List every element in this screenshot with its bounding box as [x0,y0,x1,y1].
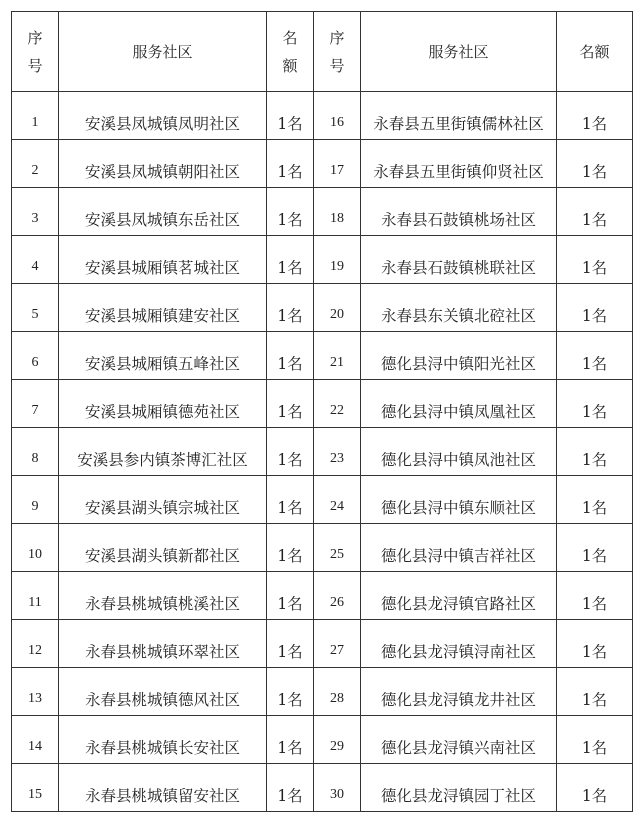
seq-cell: 30 [314,764,361,812]
community-cell: 永春县石鼓镇桃场社区 [361,188,557,236]
header-seq-left: 序 号 [12,12,59,92]
seq-cell: 18 [314,188,361,236]
quota-cell: 1名 [267,188,314,236]
community-cell: 安溪县凤城镇凤明社区 [59,92,267,140]
community-cell: 永春县桃城镇桃溪社区 [59,572,267,620]
seq-cell: 17 [314,140,361,188]
quota-cell: 1名 [267,620,314,668]
seq-cell: 29 [314,716,361,764]
quota-cell: 1名 [557,284,633,332]
community-cell: 德化县龙浔镇园丁社区 [361,764,557,812]
table-row [12,140,633,188]
table-row [12,236,633,284]
header-community-right: 服务社区 [361,12,557,92]
community-cell: 安溪县凤城镇朝阳社区 [59,140,267,188]
quota-cell: 1名 [557,620,633,668]
quota-cell: 1名 [557,92,633,140]
seq-cell: 1 [12,92,59,140]
quota-cell: 1名 [267,476,314,524]
community-cell: 永春县五里街镇仰贤社区 [361,140,557,188]
table-row [12,188,633,236]
header-row [12,12,633,92]
seq-cell: 28 [314,668,361,716]
community-cell: 德化县龙浔镇龙井社区 [361,668,557,716]
community-cell: 德化县浔中镇凤池社区 [361,428,557,476]
seq-cell: 9 [12,476,59,524]
community-cell: 德化县浔中镇阳光社区 [361,332,557,380]
quota-cell: 1名 [557,380,633,428]
community-cell: 永春县桃城镇德风社区 [59,668,267,716]
seq-cell: 3 [12,188,59,236]
seq-cell: 25 [314,524,361,572]
community-quota-table [11,11,633,812]
quota-cell: 1名 [267,140,314,188]
community-cell: 德化县浔中镇凤凰社区 [361,380,557,428]
table-row [12,332,633,380]
quota-cell: 1名 [267,572,314,620]
seq-cell: 20 [314,284,361,332]
community-cell: 安溪县湖头镇新都社区 [59,524,267,572]
seq-cell: 5 [12,284,59,332]
community-cell: 安溪县城厢镇五峰社区 [59,332,267,380]
table-row [12,476,633,524]
table-row [12,764,633,812]
seq-cell: 26 [314,572,361,620]
community-cell: 德化县龙浔镇浔南社区 [361,620,557,668]
seq-cell: 24 [314,476,361,524]
quota-cell: 1名 [557,476,633,524]
quota-cell: 1名 [557,716,633,764]
quota-cell: 1名 [267,380,314,428]
table-row [12,380,633,428]
header-quota-left: 名 额 [267,12,314,92]
table-row [12,572,633,620]
header-seq-right: 序 号 [314,12,361,92]
quota-cell: 1名 [267,92,314,140]
table-row [12,92,633,140]
seq-cell: 27 [314,620,361,668]
table-row [12,284,633,332]
community-cell: 德化县龙浔镇兴南社区 [361,716,557,764]
quota-cell: 1名 [557,188,633,236]
seq-cell: 14 [12,716,59,764]
quota-cell: 1名 [557,572,633,620]
community-cell: 德化县浔中镇东顺社区 [361,476,557,524]
table-row [12,620,633,668]
seq-cell: 21 [314,332,361,380]
seq-cell: 6 [12,332,59,380]
community-cell: 安溪县参内镇茶博汇社区 [59,428,267,476]
header-community-left: 服务社区 [59,12,267,92]
quota-cell: 1名 [557,332,633,380]
quota-cell: 1名 [267,428,314,476]
community-cell: 永春县桃城镇环翠社区 [59,620,267,668]
quota-cell: 1名 [557,140,633,188]
community-cell: 安溪县湖头镇宗城社区 [59,476,267,524]
seq-cell: 12 [12,620,59,668]
community-cell: 安溪县城厢镇建安社区 [59,284,267,332]
header-quota-right: 名额 [557,12,633,92]
community-cell: 安溪县城厢镇茗城社区 [59,236,267,284]
table-row [12,668,633,716]
quota-cell: 1名 [267,284,314,332]
quota-cell: 1名 [267,524,314,572]
seq-cell: 13 [12,668,59,716]
quota-cell: 1名 [267,764,314,812]
community-cell: 永春县石鼓镇桃联社区 [361,236,557,284]
seq-cell: 2 [12,140,59,188]
quota-cell: 1名 [267,236,314,284]
quota-cell: 1名 [557,668,633,716]
seq-cell: 11 [12,572,59,620]
quota-cell: 1名 [267,668,314,716]
community-cell: 永春县东关镇北硿社区 [361,284,557,332]
table-body [12,92,633,812]
community-cell: 永春县五里街镇儒林社区 [361,92,557,140]
table-row [12,428,633,476]
seq-cell: 8 [12,428,59,476]
quota-cell: 1名 [557,428,633,476]
quota-cell: 1名 [557,764,633,812]
seq-cell: 15 [12,764,59,812]
seq-cell: 19 [314,236,361,284]
table-row [12,524,633,572]
seq-cell: 7 [12,380,59,428]
seq-cell: 10 [12,524,59,572]
quota-cell: 1名 [267,716,314,764]
seq-cell: 22 [314,380,361,428]
community-cell: 安溪县城厢镇德苑社区 [59,380,267,428]
seq-cell: 16 [314,92,361,140]
community-cell: 德化县龙浔镇官路社区 [361,572,557,620]
community-cell: 永春县桃城镇长安社区 [59,716,267,764]
quota-cell: 1名 [557,524,633,572]
table-row [12,716,633,764]
quota-cell: 1名 [557,236,633,284]
community-cell: 安溪县凤城镇东岳社区 [59,188,267,236]
seq-cell: 4 [12,236,59,284]
seq-cell: 23 [314,428,361,476]
quota-cell: 1名 [267,332,314,380]
community-cell: 永春县桃城镇留安社区 [59,764,267,812]
community-cell: 德化县浔中镇吉祥社区 [361,524,557,572]
